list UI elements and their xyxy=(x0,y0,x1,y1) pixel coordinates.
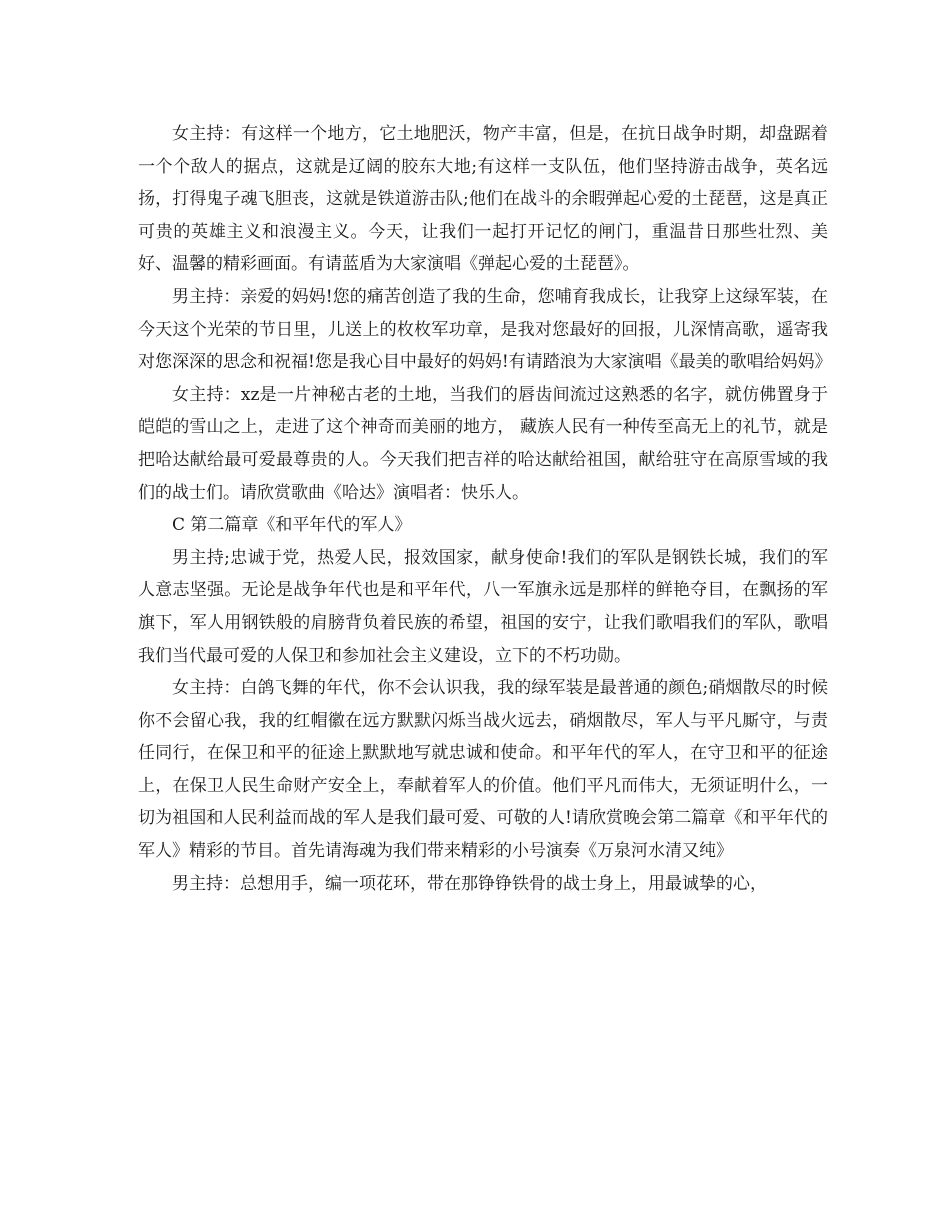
paragraph-male-host-2: 男主持;忠诚于党，热爱人民，报效国家，献身使命!我们的军队是钢铁长城，我们的军人意志坚强。无论是战争年代也是和平年代，八一军旗永远是那样的鲜艳夺目，在飘扬的军旗下，军人用钢铁般的肩膀背负着民族的希望，祖国的安宁，让我们歌唱我们的军队，歌唱我们当代最可爱的人保卫和参加社会主义建设，立下的不朽功勋。 xyxy=(138,547,828,666)
paragraph-female-host-3: 女主持：白鸽飞舞的年代，你不会认识我，我的绿军装是最普通的颜色;硝烟散尽的时候你不会留心我，我的红帽徽在远方默默闪烁当战火远去，硝烟散尽，军人与平凡厮守，与责任同行，在保卫和平的征途上默默地写就忠诚和使命。和平年代的军人，在守卫和平的征途上，在保卫人民生命财产安全上，奉献着军人的价值。他们平凡而伟大，无须证明什么，一切为祖国和人民利益而战的军人是我们最可爱、可敬的人!请欣赏晚会第二篇章《和平年代的军人》精彩的节目。首先请海魂为我们带来精彩的小号演奏《万泉河水清又纯》 xyxy=(138,678,828,862)
paragraph-female-host-2: 女主持：xz是一片神秘古老的土地，当我们的唇齿间流过这熟悉的名字，就仿佛置身于皑皑的雪山之上，走进了这个神奇而美丽的地方， 藏族人民有一种传至高无上的礼节，就是把哈达献给最可爱最尊贵的人。今天我们把吉祥的哈达献给祖国，献给驻守在高原雪域的我们的战士们。请欣赏歌曲《哈达》演唱者：快乐人。 xyxy=(138,384,828,503)
chapter-heading: C 第二篇章《和平年代的军人》 xyxy=(172,515,412,536)
paragraph-female-host-1: 女主持：有这样一个地方，它土地肥沃，物产丰富，但是，在抗日战争时期，却盘踞着一个个敌人的据点，这就是辽阔的胶东大地;有这样一支队伍，他们坚持游击战争，英名远扬，打得鬼子魂飞胆丧，这就是铁道游击队;他们在战斗的余暇弹起心爱的土琵琶，这是真正可贵的英雄主义和浪漫主义。今天，让我们一起打开记忆的闸门，重温昔日那些壮烈、美好、温馨的精彩画面。有请蓝盾为大家演唱《弹起心爱的土琵琶》。 xyxy=(138,124,828,275)
document-body xyxy=(138,118,832,900)
paragraph-male-host-1: 男主持：亲爱的妈妈!您的痛苦创造了我的生命，您哺育我成长，让我穿上这绿军装，在今天这个光荣的节日里，儿送上的枚枚军功章，是我对您最好的回报，儿深情高歌，遥寄我对您深深的思念和祝福!您是我心目中最好的妈妈!有请踏浪为大家演唱《最美的歌唱给妈妈》 xyxy=(138,286,832,373)
paragraph-male-host-3: 男主持：总想用手，编一项花环，带在那铮铮铁骨的战士身上，用最诚挚的心， xyxy=(172,873,767,894)
